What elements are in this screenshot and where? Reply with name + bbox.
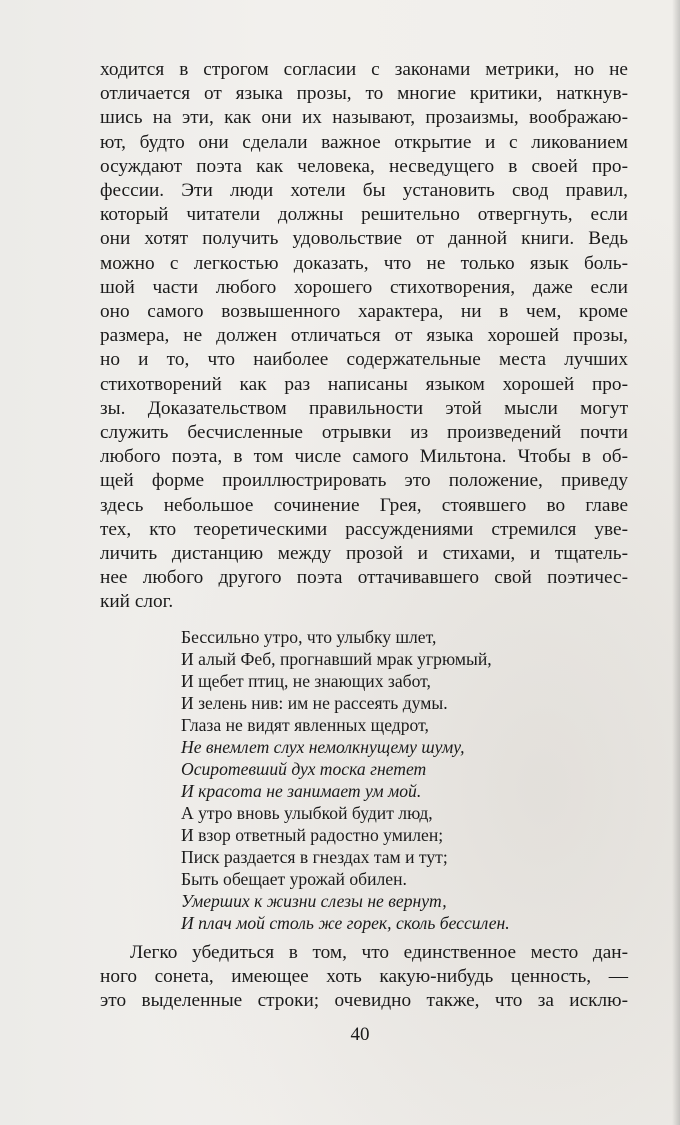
paragraph-line: стихотворений как раз написаны языком хорошей про- [100,373,628,395]
page-edge-shadow [672,0,680,1125]
poem-line-highlighted: И красота не занимает ум мой. [181,781,422,801]
poem-line: Быть обещает урожай обилен. [181,869,407,889]
paragraph-line: но и то, что наиболее содержательные места лучших [100,349,628,371]
poem-line: И щебет птиц, не знающих забот, [181,671,431,691]
page-number: 40 [350,1024,370,1045]
paragraph-line: можно с легкостью доказать, что не только язык боль- [100,252,628,274]
paragraph-line: они хотят получить удовольствие от данной книги. Ведь [100,228,628,250]
paragraph-line: осуждают поэта как человека, несведущего в своей про- [100,155,628,177]
closing-paragraph [100,941,628,1014]
paragraph-line: Легко убедиться в том, что единственное место дан- [130,942,628,963]
paragraph-line: который читатели должны решительно отвергнуть, если [100,204,628,226]
paragraph-line: шой части любого хорошего стихотворения, даже если [100,276,628,298]
paragraph-line: кий слог. [100,591,174,613]
poem-line: И зелень нив: им не рассеять думы. [181,693,448,713]
poem-line-highlighted: Не внемлет слух немолкнущему шуму, [181,737,465,757]
poem-line: Глаза не видят явленных щедрот, [181,715,429,735]
paragraph-line: оно самого возвышенного характера, ни в чем, кроме [100,301,628,323]
main-paragraph [100,58,628,615]
paragraph-line: отличается от языка прозы, то многие критики, наткнув- [100,83,628,105]
paragraph-line: служить бесчисленные отрывки из произведений почти [100,422,628,444]
paragraph-line: щей форме проиллюстрировать это положение, приведу [100,470,628,492]
paragraph-line: ют, будто они сделали важное открытие и с ликованием [100,131,628,153]
paragraph-line: шись на эти, как они их называют, прозаизмы, воображаю- [100,107,628,129]
paragraph-line: размера, не должен отличаться от языка хорошей прозы, [100,325,628,347]
paragraph-line: нее любого другого поэта оттачивавшего свой поэтичес- [100,567,628,589]
poem-line: Писк раздается в гнездах там и тут; [181,847,448,867]
paragraph-line: ходится в строгом согласии с законами метрики, но не [100,59,628,80]
paragraph-line: это выделенные строки; очевидно также, что за исклю- [100,990,628,1012]
paragraph-line: ного сонета, имеющее хоть какую-нибудь ценность, — [100,966,628,988]
paragraph-line: личить дистанцию между прозой и стихами, и тщатель- [100,543,628,565]
poem-line: И алый Феб, прогнавший мрак угрюмый, [181,649,492,669]
poem-line-highlighted: Умерших к жизни слезы не вернут, [181,891,447,911]
paragraph-line: любого поэта, в том числе самого Мильтона. Чтобы в об- [100,446,628,468]
sonnet [181,626,601,934]
paragraph-line: фессии. Эти люди хотели бы установить свод правил, [100,180,628,202]
poem-line: А утро вновь улыбкой будит люд, [181,803,433,823]
poem-line: И взор ответный радостно умилен; [181,825,444,845]
poem-line-highlighted: И плач мой столь же горек, сколь бессилен. [181,913,510,933]
paragraph-line: тех, кто теоретическими рассуждениями стремился уве- [100,518,628,540]
paragraph-line: здесь небольшое сочинение Грея, стоявшего во главе [100,494,628,516]
poem-line-highlighted: Осиротевший дух тоска гнетет [181,759,427,779]
paragraph-line: зы. Доказательством правильности этой мысли могут [100,397,628,419]
poem-line: Бессильно утро, что улыбку шлет, [181,627,437,647]
